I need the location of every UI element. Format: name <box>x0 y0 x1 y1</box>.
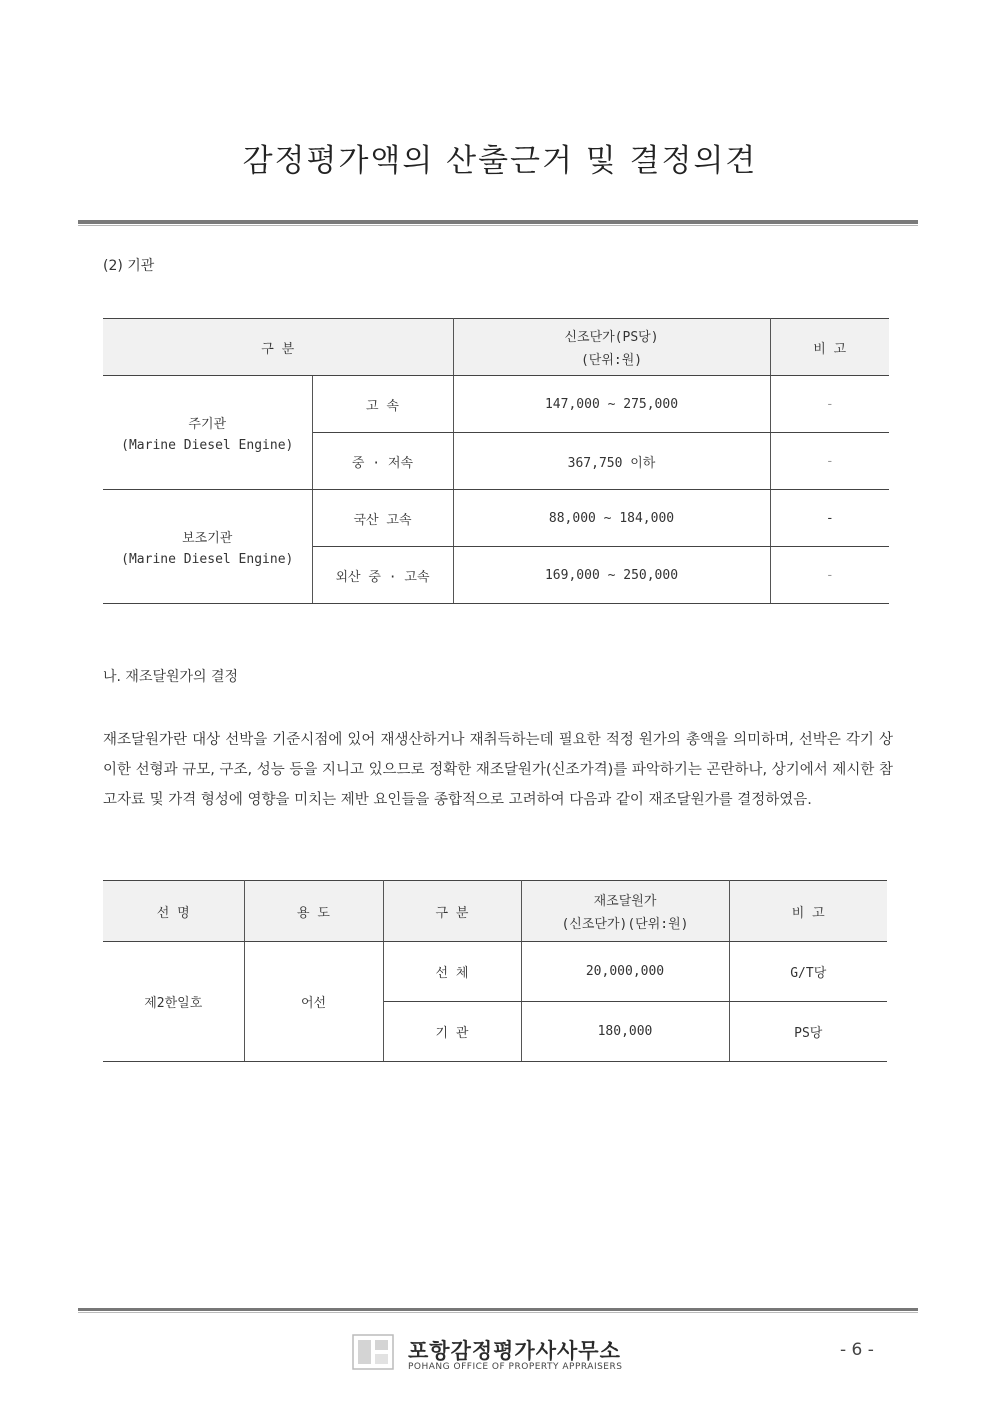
engine-type: 국산 고속 <box>312 490 453 547</box>
footer-rule-thin <box>78 1312 918 1313</box>
engine-price: 169,000 ~ 250,000 <box>453 547 770 604</box>
engine-remark: - <box>770 547 889 604</box>
group-name: 보조기관 <box>182 530 233 546</box>
header-category: 구 분 <box>383 881 521 942</box>
header-unit-price-line2: (단위:원) <box>580 353 643 368</box>
header-cost-line1: 재조달원가 <box>593 894 657 909</box>
header-cost-line2: (신조단가)(단위:원) <box>561 917 689 932</box>
page-title: 감정평가액의 산출근거 및 결정의견 <box>242 143 758 179</box>
group-name: 주기관 <box>188 416 227 432</box>
group-subname: (Marine Diesel Engine) <box>121 437 294 453</box>
header-rule <box>78 220 918 224</box>
group-main-engine <box>103 376 312 490</box>
remark-cell: G/T당 <box>729 942 887 1002</box>
ship-name-cell: 제2한일호 <box>103 942 244 1062</box>
engine-remark: - <box>770 433 889 490</box>
cost-cell: 20,000,000 <box>521 942 729 1002</box>
cost-cell: 180,000 <box>521 1002 729 1062</box>
replacement-cost-table <box>103 880 887 1062</box>
header-usage: 용 도 <box>244 881 383 942</box>
remark-cell: PS당 <box>729 1002 887 1062</box>
usage-cell: 어선 <box>244 942 383 1062</box>
engine-type: 중 · 저속 <box>312 433 453 490</box>
header-remarks: 비 고 <box>770 319 889 376</box>
engine-price-table <box>103 318 889 604</box>
engine-price: 147,000 ~ 275,000 <box>453 376 770 433</box>
footer-rule <box>78 1308 918 1311</box>
office-name-en: POHANG OFFICE OF PROPERTY APPRAISERS <box>408 1362 623 1372</box>
engine-remark: - <box>770 376 889 433</box>
header-category: 구 분 <box>103 319 453 376</box>
office-name: 포항감정평가사사무소 <box>408 1339 621 1363</box>
engine-price: 88,000 ~ 184,000 <box>453 490 770 547</box>
engine-type: 고 속 <box>312 376 453 433</box>
category-cell: 기 관 <box>383 1002 521 1062</box>
table-row <box>103 490 889 547</box>
table-row <box>103 942 887 1002</box>
header-rule-thin <box>78 225 918 226</box>
header-ship-name: 선 명 <box>103 881 244 942</box>
determination-paragraph: 재조달원가란 대상 선박을 기준시점에 있어 재생산하거나 재취득하는데 필요한 적정 원가의 총액을 의미하며, 선박은 각기 상이한 선형과 규모, 구조, 성능 등을 지니고 있으므로 정확한 재조달원가(신조가격)를 파악하기는 곤란하나, 상기에서 제시한 참고자료 및 가격 형성에 영향을 미치는 제반 요인들을 종합적으로 고려하여 다음과 같이 재조달원가를 결정하였음. <box>103 732 894 808</box>
table-row <box>103 376 889 433</box>
page-number: - 6 - <box>840 1340 874 1360</box>
engine-remark: - <box>770 490 889 547</box>
header-unit-price-line1: 신조단가(PS당) <box>564 330 659 345</box>
header-remarks: 비 고 <box>729 881 887 942</box>
group-subname: (Marine Diesel Engine) <box>121 551 294 567</box>
header-cost <box>521 881 729 942</box>
group-auxiliary-engine <box>103 490 312 604</box>
header-unit-price <box>453 319 770 376</box>
engine-type: 외산 중 · 고속 <box>312 547 453 604</box>
category-cell: 선 체 <box>383 942 521 1002</box>
section-engine-label: (2) 기관 <box>103 258 155 274</box>
office-logo-icon <box>352 1334 394 1370</box>
engine-price: 367,750 이하 <box>453 433 770 490</box>
section-determination-label: 나. 재조달원가의 결정 <box>103 669 239 685</box>
